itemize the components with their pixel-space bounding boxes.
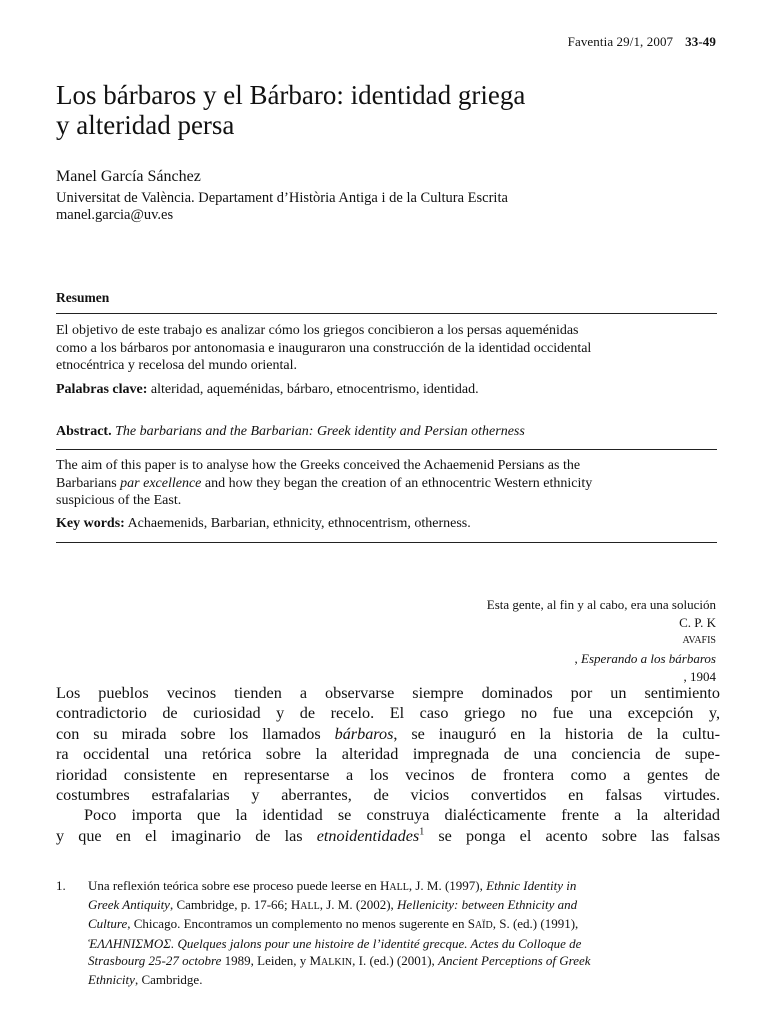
footnote-italic: Hellenicity: between Ethnicity and [397, 897, 578, 913]
epigraph-quote: Esta gente, al fin y al cabo, era una solución [486, 597, 716, 612]
body-line-part: y que en el imaginario de las [56, 826, 303, 845]
footnote-part: , J. M. (2002), [319, 897, 394, 913]
body-line: Los pueblos vecinos tienden a observarse siempre dominados por un sentimiento [56, 684, 720, 702]
abstract-line-part: and how they began the creation of an ethnocentric Western ethnicity [204, 475, 593, 491]
footnote-smallcaps: ALKIN [321, 956, 353, 968]
footnote-marker[interactable]: 1 [419, 826, 425, 838]
footnote-line [88, 877, 720, 896]
footnote-italic: Greek Antiquity [88, 897, 170, 913]
resumen-heading [56, 290, 109, 306]
footnote-part: 1989, Leiden, y M [224, 952, 322, 968]
footnote-italic: Ethnic Identity in [486, 878, 577, 893]
resumen-line: El objetivo de este trabajo es analizar cómo los griegos concibieron a los persas aqueménidas [56, 323, 579, 338]
abstract-end-divider [56, 542, 717, 543]
footnote-smallcaps: ALL [389, 882, 409, 893]
epigraph-work: Esperando a los bárbaros [581, 651, 716, 666]
footnote-italic: ἙΛΛΗΝΙΣΜΟΣ. Quelques jalons pour une histoire de l’identité grecque. Actes du Colloque de [88, 935, 582, 951]
resumen-text [56, 322, 720, 375]
abstract-line [56, 475, 720, 493]
palabras-clave-list: alteridad, aqueménidas, bárbaro, etnocentrismo, identidad. [150, 382, 479, 397]
abstract-line: The aim of this paper is to analyse how the Greeks conceived the Achaemenid Persians as the [56, 458, 581, 473]
epigraph-year: , 1904 [683, 669, 716, 684]
footnote-smallcaps: AÏD [474, 920, 493, 932]
footnote-part: Una reflexión teórica sobre ese proceso puede leerse en H [88, 878, 390, 893]
body-line: Poco importa que la identidad se construya dialécticamente frente a la alteridad [84, 806, 720, 825]
epigraph-author: C. P. K [679, 615, 716, 630]
footnote-part: , Cambridge. [134, 972, 203, 988]
abstract-divider [56, 449, 717, 450]
abstract-title: The barbarians and the Barbarian: Greek identity and Persian otherness [115, 424, 525, 439]
footnote-body [88, 877, 720, 988]
footnote [56, 877, 720, 988]
footnote-part: , Chicago. Encontramos un complemento no menos sugerente en S [127, 916, 475, 932]
footnote-italic: Culture [88, 916, 128, 932]
resumen-heading-text: Resumen [56, 290, 110, 305]
body-line [56, 826, 720, 846]
footnote-line [88, 896, 720, 915]
abstract-line-part: Barbarians [56, 475, 117, 491]
footnote-part: , Cambridge, p. 17-66; H [169, 897, 301, 913]
body-line-part: con su mirada sobre los llamados [56, 724, 321, 743]
footnote-number: 1. [56, 878, 66, 893]
body-text [56, 683, 720, 846]
palabras-clave [56, 382, 479, 398]
key-words-label: Key words: [56, 516, 125, 531]
palabras-clave-label: Palabras clave: [56, 382, 148, 397]
author-name: Manel García Sánchez [56, 168, 201, 185]
article-title [56, 80, 716, 140]
author-affiliation [56, 190, 508, 224]
abstract-text [56, 457, 720, 510]
footnote-italic: Strasbourg 25-27 octobre [88, 952, 222, 968]
footnote-part: , J. M. (1997), [408, 878, 483, 893]
epigraph [487, 596, 716, 686]
resumen-line: como a los bárbaros por antonomasia e inauguraron una construcción de la identidad occidental [56, 340, 592, 356]
footnote-line [88, 915, 720, 934]
abstract-line: suspicious of the East. [56, 493, 182, 508]
body-italic: etnoidentidades [316, 826, 420, 845]
title-line-1: Los bárbaros y el Bárbaro: identidad griega [56, 80, 526, 110]
footnote-italic: Ancient Perceptions of Greek [438, 952, 591, 968]
resumen-divider [56, 313, 717, 314]
key-words-list: Achaemenids, Barbarian, ethnicity, ethnocentrism, otherness. [127, 516, 471, 531]
footnote-part: , S. (ed.) (1991), [492, 916, 579, 932]
footnote-line [88, 952, 720, 971]
body-line: rioridad consistente en representarse a los vecinos de frontera como a gentes de [56, 765, 720, 784]
abstract-italic: par excellence [120, 475, 202, 491]
body-line: ra occidental una retórica sobre la alteridad impregnada de una conciencia de supe- [56, 745, 720, 764]
body-line-part: se ponga el acento sobre las falsas [438, 826, 721, 845]
resumen-line: etnocéntrica y recelosa del mundo oriental. [56, 358, 298, 373]
affiliation-institution: Universitat de València. Departament d’Història Antiga i de la Cultura Escrita [56, 190, 508, 206]
abstract-label: Abstract. [56, 424, 112, 439]
key-words [56, 516, 471, 532]
body-italic: bárbaros [334, 724, 394, 743]
footnote-line [88, 971, 720, 988]
footnote-italic: Ethnicity [88, 972, 135, 988]
journal-citation: Faventia 29/1, 2007 [567, 34, 674, 49]
body-line: costumbres estrafalarias y aberrantes, de vicios convertidos en falsas virtudes. [56, 786, 720, 805]
page-range: 33-49 [685, 34, 716, 49]
author-email: manel.garcia@uv.es [56, 207, 174, 223]
footnote-part: , I. (ed.) (2001), [352, 952, 435, 968]
title-line-2: y alteridad persa [56, 110, 235, 140]
running-head [568, 34, 716, 50]
footnote-line [88, 935, 720, 952]
abstract-heading [56, 424, 525, 440]
footnote-smallcaps: ALL [300, 901, 320, 913]
epigraph-author-smallcaps: AVAFIS [682, 635, 716, 646]
epigraph-attribution: C. P. K AVAFIS , Esperando a los bárbaros , 1904 [487, 614, 716, 686]
body-line-part: , se inauguró en la historia de la cultu- [393, 724, 721, 743]
body-line [56, 724, 720, 744]
body-line: contradictorio de curiosidad y de recelo. El caso griego no fue una excepción y, [56, 704, 720, 723]
